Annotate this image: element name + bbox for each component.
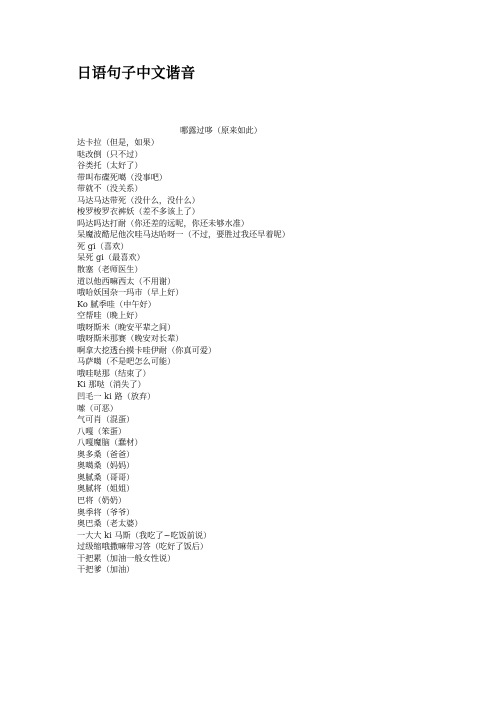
phrase-entry: 八嘎魔脑（蠢材）	[77, 437, 143, 448]
phrase-entry: 谷类托（太好了）	[77, 160, 143, 171]
phrase-entry: 马达马达带死（没什么，没什么）	[77, 194, 200, 205]
phrase-entry: 哦哇哒那（结束了）	[77, 367, 151, 378]
phrase-entry: 哒改倒（只不过）	[77, 148, 143, 159]
phrase-entry: 啊拿大挖透台摸卡哇伊耐（你真可爱）	[77, 344, 217, 355]
phrase-entry: 干把累（加油一般女性说）	[77, 552, 176, 563]
phrase-list	[77, 137, 290, 576]
phrase-entry: 巴将（奶奶）	[77, 494, 127, 505]
phrase-entry: 奥腻将（姐姐）	[77, 483, 135, 494]
phrase-entry: 达卡拉（但是，如果）	[77, 137, 159, 147]
subtitle-line: 哪露过哆（原来如此）	[180, 125, 262, 135]
phrase-entry: 死 gi（喜欢）	[77, 240, 129, 251]
phrase-entry: Ki 那哒（消失了）	[77, 379, 146, 390]
phrase-entry: 梭罗梭罗衣裤妖（差不多该上了）	[77, 206, 200, 217]
phrase-entry: 一大大 ki 马斯（我吃了~吃饭前说）	[77, 529, 212, 540]
phrase-entry: 八嘎（笨蛋）	[77, 425, 127, 436]
phrase-entry: 马萨噶（不是吧怎么可能）	[77, 356, 176, 367]
page-title: 日语句子中文谐音	[77, 66, 196, 82]
phrase-entry: 吗达吗达打耐（你还差的远呢，你还未够水准）	[77, 217, 249, 228]
phrase-entry: 奥噶桑（妈妈）	[77, 460, 135, 471]
phrase-entry: 带叫布碟死噶（没事吧）	[77, 171, 168, 182]
phrase-entry: 空帮哇（晚上好）	[77, 310, 143, 321]
phrase-entry: 奥多桑（爸爸）	[77, 448, 135, 459]
phrase-entry: 干把爹（加油）	[77, 564, 135, 575]
phrase-entry: Ko 腻季哇（中午好）	[77, 298, 156, 309]
phrase-entry: 气可肖（混蛋）	[77, 414, 135, 425]
phrase-entry: 奥巴桑（老太婆）	[77, 518, 143, 529]
phrase-entry: 呆死 gi（最喜欢）	[77, 252, 145, 263]
phrase-entry: 奥季将（爷爷）	[77, 506, 135, 517]
phrase-entry: 过级缩哦撒嘛带习答（吃好了饭后）	[77, 541, 209, 552]
phrase-entry: 道以他西嘛西太（不用谢）	[77, 275, 176, 286]
phrase-entry: 嗦（可恶）	[77, 402, 118, 413]
phrase-entry: 奥腻桑（哥哥）	[77, 471, 135, 482]
phrase-entry: 哦哈妖国杂一玛市（早上好）	[77, 287, 184, 298]
phrase-entry: 哦呀斯米那赛（晚安对长辈）	[77, 333, 184, 344]
phrase-entry: 呆魔波酷尼他次哇马达哈呀一（不过，要胜过我还早着呢）	[77, 229, 290, 240]
phrase-entry: 散塞（老师医生）	[77, 264, 143, 275]
phrase-entry: 带就不（没关系）	[77, 183, 143, 194]
phrase-entry: 哦呀斯米（晚安平辈之间）	[77, 321, 176, 332]
phrase-entry: 凹毛一 ki 路（放弃）	[77, 391, 156, 402]
